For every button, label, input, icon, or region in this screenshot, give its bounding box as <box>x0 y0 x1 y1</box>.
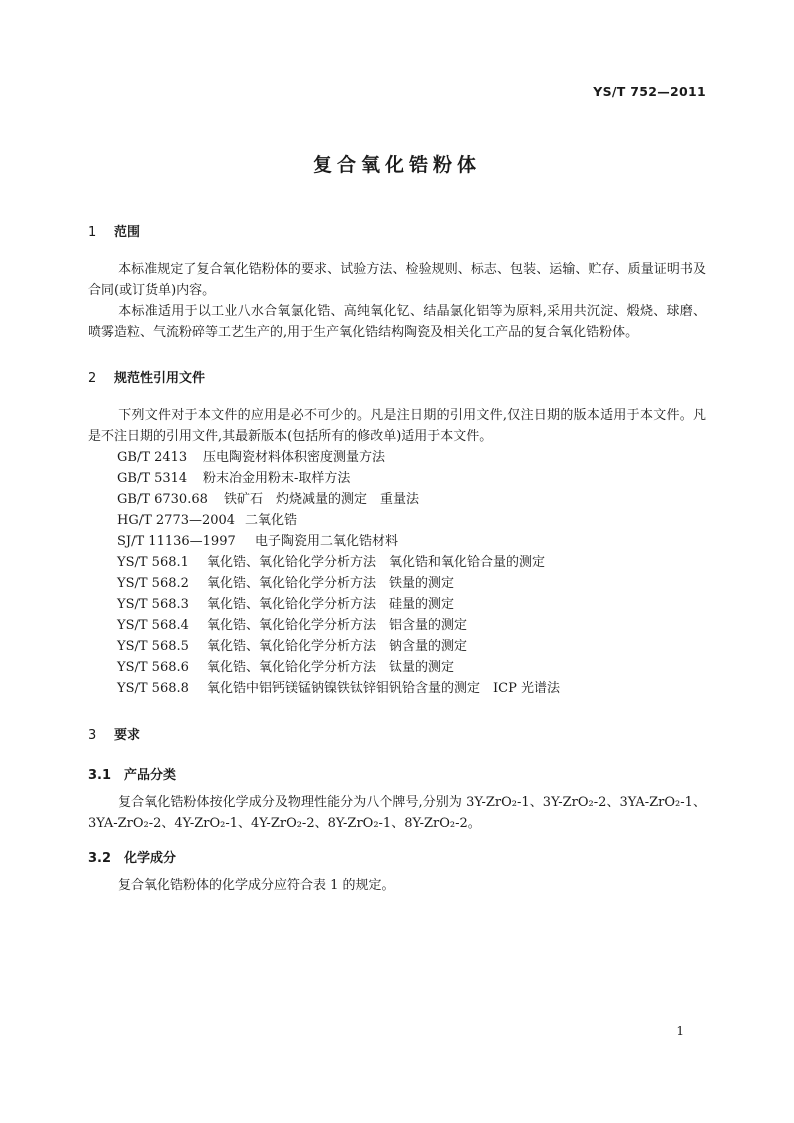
section-title: 产品分类 <box>124 768 177 783</box>
section-number: 2 <box>88 371 97 386</box>
paragraph-text: 复合氧化锆粉体的化学成分应符合表 1 的规定。 <box>118 878 395 893</box>
reference-item <box>117 678 560 699</box>
section-number: 3.2 <box>88 851 112 866</box>
section-3-2-heading <box>88 847 176 866</box>
reference-item <box>117 510 297 531</box>
reference-title: 氧化锆、氧化铪化学分析方法 硅量的测定 <box>207 597 455 612</box>
section-1-heading <box>88 221 140 240</box>
reference-item <box>117 657 454 678</box>
section-title: 规范性引用文件 <box>114 371 206 386</box>
section-number: 1 <box>88 225 97 240</box>
reference-title: 电子陶瓷用二氧化锆材料 <box>255 534 399 549</box>
reference-title: 粉末冶金用粉末-取样方法 <box>203 471 351 486</box>
reference-code: YS/T 568.1 <box>117 555 189 570</box>
reference-item <box>117 552 545 573</box>
paragraph-text: 本标准适用于以工业八水合氧氯化锆、高纯氧化钇、结晶氯化铝等为原料,采用共沉淀、煅烧、球磨、喷雾造粒、气流粉碎等工艺生产的,用于生产氧化锆结构陶瓷及相关化工产品的复合氧化锆粉体。 <box>88 304 706 340</box>
reference-title: 氧化锆、氧化铪化学分析方法 钛量的测定 <box>207 660 455 675</box>
reference-item <box>117 489 419 510</box>
reference-title: 氧化锆、氧化铪化学分析方法 铁量的测定 <box>207 576 455 591</box>
reference-code: YS/T 568.2 <box>117 576 189 591</box>
section-3-2-paragraph <box>88 875 706 896</box>
section-number: 3 <box>88 728 97 743</box>
section-1-paragraph-2 <box>88 301 706 343</box>
section-title: 化学成分 <box>124 851 177 866</box>
reference-code: YS/T 568.6 <box>117 660 189 675</box>
reference-code: GB/T 5314 <box>117 471 188 486</box>
page-number: 1 <box>676 1024 684 1038</box>
reference-code: GB/T 2413 <box>117 450 188 465</box>
section-1-paragraph-1 <box>88 259 706 301</box>
reference-item <box>117 594 454 615</box>
section-3-1-paragraph <box>88 792 706 834</box>
section-title: 要求 <box>114 728 141 743</box>
reference-code: YS/T 568.5 <box>117 639 189 654</box>
reference-code: YS/T 568.8 <box>117 681 189 696</box>
reference-item <box>117 573 454 594</box>
reference-title: 氧化锆中铝钙镁锰钠镍铁钛锌钼钒铪含量的测定 ICP 光谱法 <box>207 681 560 696</box>
reference-title: 氧化锆、氧化铪化学分析方法 氧化锆和氧化铪合量的测定 <box>207 555 546 570</box>
reference-title: 氧化锆、氧化铪化学分析方法 铝含量的测定 <box>207 618 468 633</box>
reference-item <box>117 636 467 657</box>
reference-title: 铁矿石 灼烧减量的测定 重量法 <box>224 492 420 507</box>
section-3-1-heading <box>88 764 176 783</box>
reference-code: HG/T 2773—2004 <box>117 513 236 528</box>
standard-number: YS/T 752—2011 <box>593 84 706 99</box>
paragraph-text: 复合氧化锆粉体按化学成分及物理性能分为八个牌号,分别为 3Y-ZrO₂-1、3Y-ZrO₂-2、3YA-ZrO₂-1、3YA-ZrO₂-2、4Y-ZrO₂-1、4Y-ZrO₂-2、8Y-ZrO₂-1、8Y-ZrO₂-2。 <box>88 795 706 831</box>
reference-item <box>117 468 350 489</box>
reference-item <box>117 531 398 552</box>
paragraph-text: 本标准规定了复合氧化锆粉体的要求、试验方法、检验规则、标志、包装、运输、贮存、质量证明书及合同(或订货单)内容。 <box>88 262 706 298</box>
reference-item <box>117 447 385 468</box>
reference-code: GB/T 6730.68 <box>117 492 208 507</box>
reference-code: SJ/T 11136—1997 <box>117 534 236 549</box>
paragraph-text: 下列文件对于本文件的应用是必不可少的。凡是注日期的引用文件,仅注日期的版本适用于本文件。凡是不注日期的引用文件,其最新版本(包括所有的修改单)适用于本文件。 <box>88 408 706 444</box>
reference-title: 压电陶瓷材料体积密度测量方法 <box>203 450 386 465</box>
section-number: 3.1 <box>88 768 112 783</box>
reference-title: 二氧化锆 <box>245 513 298 528</box>
section-3-heading <box>88 724 140 743</box>
reference-item <box>117 615 467 636</box>
reference-code: YS/T 568.3 <box>117 597 189 612</box>
section-2-paragraph-1 <box>88 405 706 447</box>
section-2-heading <box>88 367 205 386</box>
reference-code: YS/T 568.4 <box>117 618 189 633</box>
reference-title: 氧化锆、氧化铪化学分析方法 钠含量的测定 <box>207 639 468 654</box>
document-title: 复合氧化锆粉体 <box>312 154 481 176</box>
section-title: 范围 <box>114 225 141 240</box>
